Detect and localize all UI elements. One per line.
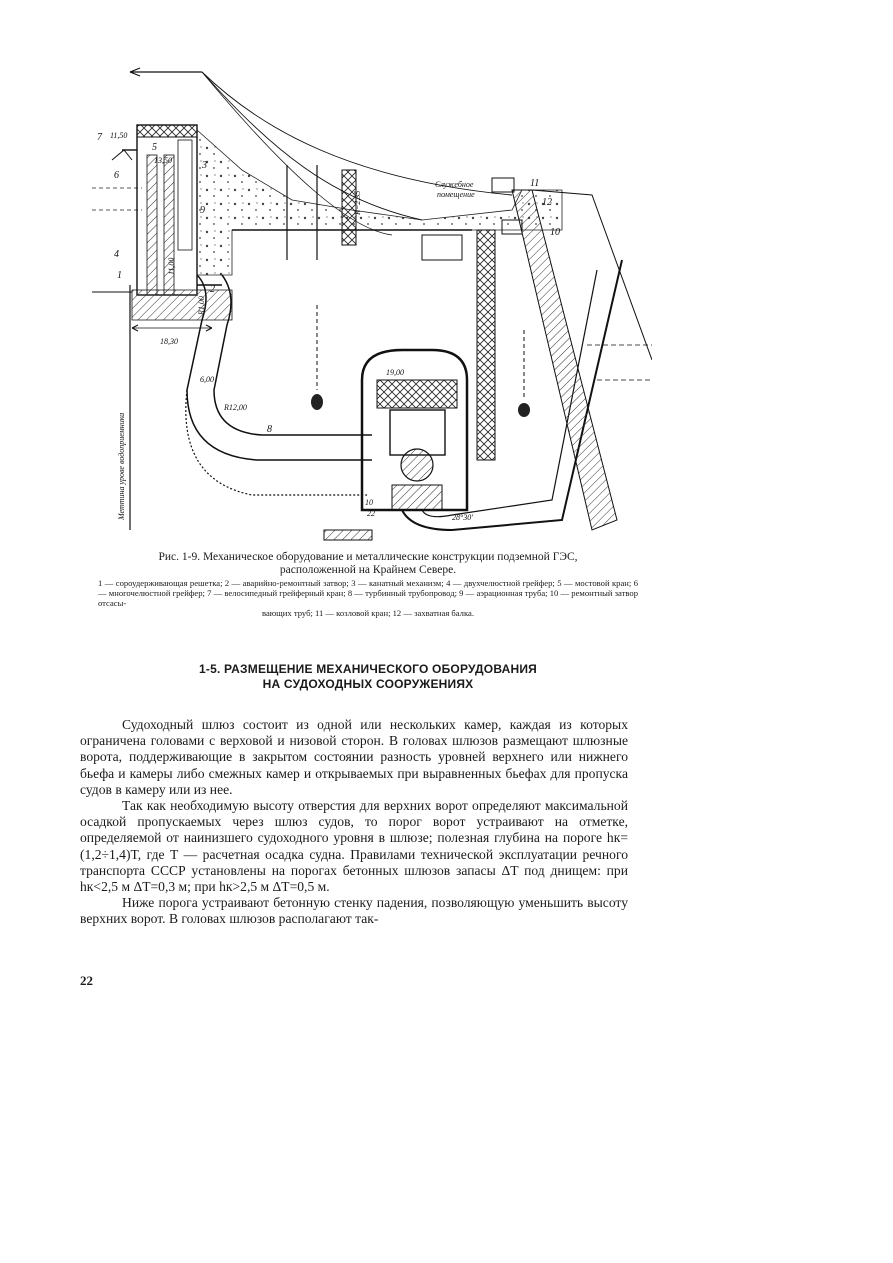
rock-mass <box>197 130 562 275</box>
gate-shaft <box>477 230 495 460</box>
label-8: 8 <box>267 424 272 435</box>
label-4: 4 <box>114 249 119 260</box>
powerhouse-cavern <box>362 350 467 510</box>
paragraph-3: Ниже порога устраивают бетонную стенку падения, позволяющую уменьшить высоту верхних ворот. В головах шлюзов располагают так- <box>80 895 628 927</box>
label-elev-1150: 11,50 <box>110 131 128 140</box>
section-heading-line-2: НА СУДОХОДНЫХ СООРУЖЕНИЯХ <box>262 677 474 691</box>
paragraph-1: Судоходный шлюз состоит из одной или нескольких камер, каждая из которых ограничена головами с верховой и низовой сторон. В головах шлюзов размещают шлюзные ворота, поддерживающие в закрытом состоянии разность уровней верхнего или нижнего бьефа и камеры либо смежных камер и открываемых при выравненных бьефах для пропуска судов в камеру или из нее. <box>80 717 628 797</box>
label-dim-1830: 18,30 <box>160 337 178 346</box>
section-heading <box>98 662 638 692</box>
label-dim-r1200: R12,00 <box>224 403 247 412</box>
caption-line-1: Рис. 1-9. Механическое оборудование и металлические конструкции подземной ГЭС, <box>158 551 578 563</box>
label-dim-r100: R1,00 <box>197 296 206 315</box>
legend-last-line: вающих труб; 11 — козловой кран; 12 — захватная балка. <box>262 608 474 618</box>
label-service-room-1: Служебное <box>435 180 474 189</box>
figure-caption <box>98 551 638 577</box>
paragraph-2: Так как необходимую высоту отверстия для верхних ворот определяют максимальной осадкой пропускаемых через шлюз судов, то порог ворот устраивают на отметке, определяемой от наинизшего судоходного уровня в шлюзе; полезная глубина на пороге hк=(1,2÷1,4)T, где T — расчетная осадка судна. Правилами технической эксплуатации речного транспорта СССР установлены на порогах бетонных шлюзов запасы ΔT под днищем: при hк<2,5 м ΔT=0,3 м; при hк>2,5 м ΔT=0,5 м. <box>80 798 628 895</box>
label-12: 12 <box>542 197 552 208</box>
label-6: 6 <box>114 170 119 181</box>
label-dim-r235: R=2,35 <box>353 190 362 215</box>
label-10: 10 <box>550 227 560 238</box>
base-slab <box>132 290 232 320</box>
label-5: 5 <box>152 142 157 153</box>
section-heading-line-1: 1-5. РАЗМЕЩЕНИЕ МЕХАНИЧЕСКОГО ОБОРУДОВАНИЯ <box>199 662 537 676</box>
diagram-drawing <box>92 60 652 550</box>
figure-legend <box>98 578 638 618</box>
label-2: 2 <box>210 284 215 295</box>
legend-text: 1 — сороудерживающая решетка; 2 — аварийно-ремонтный затвор; 3 — канатный механизм; 4 — двухчелюстной грейфер; 5 — мостовой кран; 6 — многочелюстной грейфер; 7 — велосипедный грейферный кран; 8 — турбинный трубопровод; 9 — аэрационная труба; 10 — ремонтный затвор отсасы- <box>98 578 638 608</box>
label-11: 11 <box>530 178 540 189</box>
label-3: 3 <box>202 160 207 171</box>
label-22: 22 <box>367 509 375 518</box>
label-dim-1100: 11,00 <box>167 257 176 275</box>
body-text <box>80 717 628 928</box>
label-1: 1 <box>117 270 122 281</box>
label-service-room-2: помещение <box>437 190 475 199</box>
label-angle: 28°30' <box>452 513 473 522</box>
label-7: 7 <box>97 132 102 143</box>
label-dim-1900: 19,00 <box>386 368 404 377</box>
outflow-structure <box>512 190 617 530</box>
label-10-lower: 10 <box>365 498 373 507</box>
label-9: 9 <box>200 205 205 216</box>
label-water-line: Меттина урове водоприемника <box>117 412 126 520</box>
label-elev-1350: 13,50 <box>154 156 172 165</box>
page-number: 22 <box>80 973 93 988</box>
label-dim-600: 6,00 <box>200 375 214 384</box>
caption-line-2: расположенной на Крайнем Севере. <box>279 564 457 576</box>
bottom-lining <box>324 530 372 540</box>
figure-hydropower-station <box>92 60 652 550</box>
